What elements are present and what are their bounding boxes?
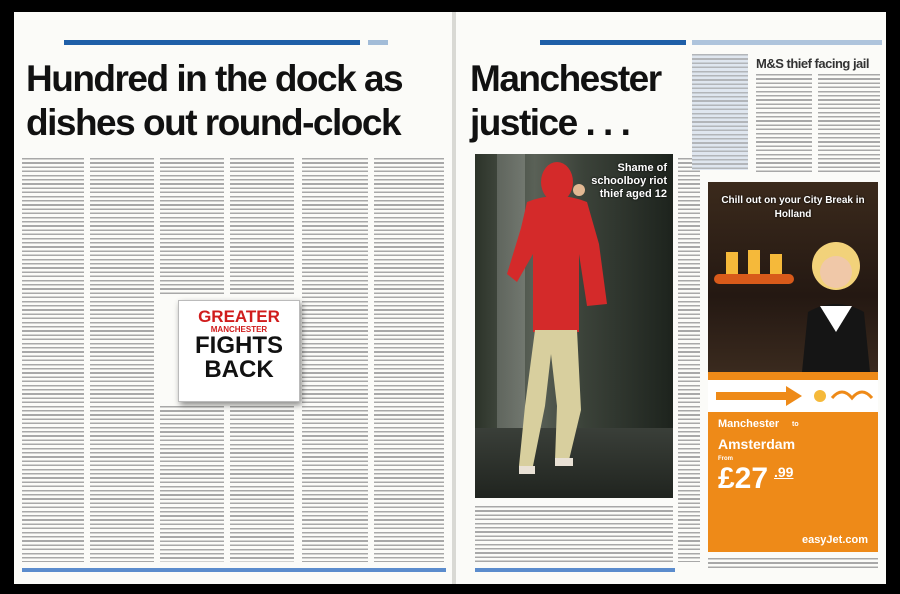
article-column <box>475 506 673 562</box>
youth-figure <box>475 154 673 498</box>
runner-bar <box>540 40 686 45</box>
article-column <box>302 158 368 562</box>
article-column <box>818 74 880 172</box>
advert-small-print <box>708 558 878 568</box>
side-story-headline: M&S thief facing jail <box>756 56 870 71</box>
article-column <box>678 158 700 562</box>
easyjet-advert[interactable] <box>708 182 878 552</box>
advert-photo <box>708 182 878 372</box>
article-column <box>230 406 294 562</box>
side-box <box>692 54 748 170</box>
advert-destination: Amsterdam <box>718 436 796 452</box>
footer-strip <box>475 568 675 572</box>
advert-price: £27 <box>718 462 769 495</box>
runner-bar <box>64 40 360 45</box>
article-column <box>90 158 154 562</box>
advert-route-bar <box>708 380 878 412</box>
headline-line-1: Hundred in the dock as <box>26 58 403 99</box>
left-page-runner <box>22 38 448 48</box>
route-arrow-icon <box>708 380 878 412</box>
logo-line-manchester: MANCHESTER <box>210 325 268 334</box>
hooded-youth-photo <box>475 154 673 498</box>
advert-to-word: to <box>792 421 799 428</box>
left-page <box>14 12 452 584</box>
advert-from-label: From <box>718 456 733 462</box>
logo-line-back: BACK <box>204 356 274 383</box>
right-page <box>456 12 886 584</box>
right-page-runner <box>692 38 882 48</box>
headline-line-3: Manchester <box>470 58 661 99</box>
article-column <box>230 158 294 296</box>
runner-bar <box>368 40 388 45</box>
newspaper-spread <box>14 12 886 584</box>
advert-headline: Chill out on your City Break in Holland <box>721 195 865 220</box>
advert-price-pence: .99 <box>774 464 794 480</box>
headline-line-4: justice . . . <box>470 102 630 143</box>
fights-back-logo <box>178 300 300 402</box>
runner-bar <box>692 40 882 45</box>
right-page-runner <box>460 38 686 48</box>
logo-line-greater: GREATER <box>198 307 280 326</box>
advert-from-city: Manchester <box>718 418 780 430</box>
article-column <box>160 158 224 296</box>
advert-brand: easyJet.com <box>801 534 868 546</box>
article-column <box>160 406 224 562</box>
article-column <box>374 158 444 562</box>
logo-line-fights: FIGHTS <box>195 332 283 359</box>
photo-caption: Shame of schoolboy riot thief aged 12 <box>591 162 667 200</box>
article-column <box>756 74 812 172</box>
article-column <box>22 158 84 562</box>
headline-line-2: dishes out round-clock <box>26 102 401 143</box>
footer-strip <box>22 568 446 572</box>
